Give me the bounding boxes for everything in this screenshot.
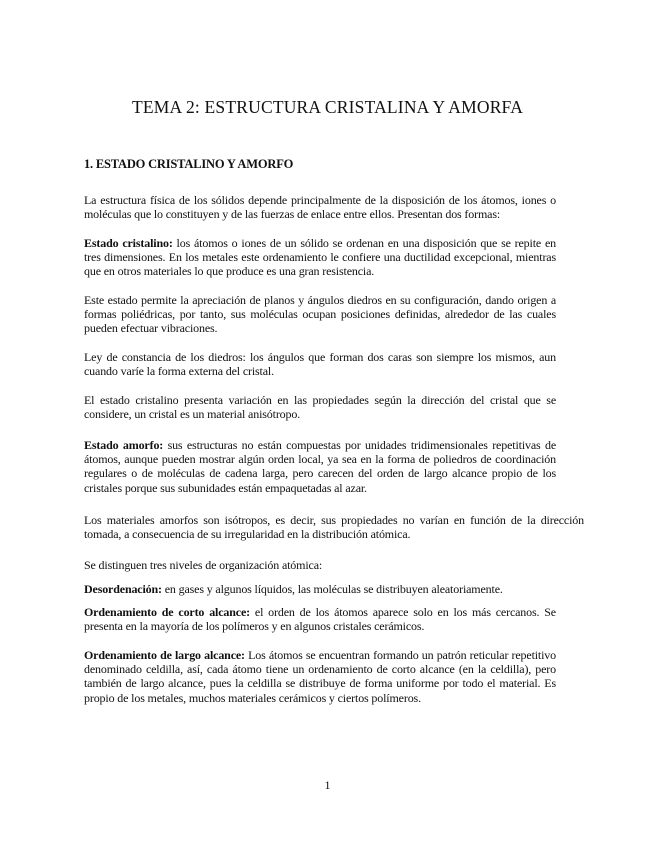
- paragraph-corto-alcance: [84, 605, 556, 633]
- paragraph-text: Ley de constancia de los diedros: los ángulos que forman dos caras son siempre los mismos, aun cuando varíe la forma externa del cristal.: [84, 350, 556, 379]
- paragraph-text: sus estructuras no están compuestas por unidades tridimensionales repetitivas de átomos, aunque pueden mostrar algún orden local, ya sea en la forma de poliedros de coordinación regulares o de moléculas de cadena larga, pero carecen del orden de largo alcance propio de los cristales porque sus subunidades están empaquetadas al azar.: [84, 438, 556, 495]
- paragraph-estado-amorfo: [84, 438, 556, 495]
- paragraph-lead: Estado amorfo:: [84, 438, 164, 452]
- paragraph-largo-alcance: [84, 648, 556, 705]
- paragraph-text: Los átomos se encuentran formando un patrón reticular repetitivo denominado celdilla, así, cada átomo tiene un ordenamiento de corto alcance (en la celdilla), pero también de largo alcance, pues la celdilla se distribuye de forma uniforme por todo el material. Es propio de los metales, muchos materiales cerámicos y ciertos polímeros.: [84, 648, 556, 705]
- paragraph-text: los átomos o iones de un sólido se ordenan en una disposición que se repite en tres dimensiones. En los metales este ordenamiento le confiere una ductilidad excepcional, mientras que en otros materiales lo que produce es una gran resistencia.: [84, 236, 556, 279]
- paragraph-text: en gases y algunos líquidos, las moléculas se distribuyen aleatoriamente.: [161, 582, 503, 596]
- paragraph-text: Este estado permite la apreciación de planos y ángulos diedros en su configuración, dando origen a formas poliédricas, por tanto, sus moléculas ocupan posiciones definidas, alrededor de las cuales pueden efectuar vibraciones.: [84, 293, 556, 336]
- paragraph-text: Se distinguen tres niveles de organización atómica:: [84, 558, 323, 572]
- page-title: TEMA 2: ESTRUCTURA CRISTALINA Y AMORFA: [131, 97, 524, 117]
- paragraph-desordenacion: [84, 582, 556, 596]
- section-heading: 1. ESTADO CRISTALINO Y AMORFO: [84, 157, 294, 171]
- paragraph-estado-cristalino: [84, 236, 556, 279]
- paragraph-lead: Ordenamiento de largo alcance:: [84, 648, 245, 662]
- paragraph-text: el orden de los átomos aparece solo en los más cercanos. Se presenta en la mayoría de los polímeros y en algunos cristales cerámicos.: [84, 605, 556, 634]
- paragraph-text: Los materiales amorfos son isótropos, es decir, sus propiedades no varían en función de la dirección tomada, a consecuencia de su irregularidad en la distribución atómica.: [84, 513, 584, 542]
- paragraph-lead: Desordenación:: [84, 582, 162, 596]
- paragraph-text: El estado cristalino presenta variación en las propiedades según la dirección del cristal que se considere, un cristal es un material anisótropo.: [84, 393, 556, 422]
- paragraph-anisotropo: [84, 393, 556, 421]
- paragraph-planos-angulos: [84, 293, 556, 336]
- paragraph-isotropos: [84, 513, 584, 541]
- paragraph-niveles: [84, 558, 556, 572]
- paragraph-text: La estructura física de los sólidos depende principalmente de la disposición de los átomos, iones o moléculas que lo constituyen y de las fuerzas de enlace entre ellos. Presentan dos formas:: [84, 193, 556, 222]
- paragraph-lead: Estado cristalino:: [84, 236, 173, 250]
- page-number: 1: [324, 778, 331, 792]
- paragraph-intro: [84, 193, 556, 221]
- paragraph-lead: Ordenamiento de corto alcance:: [84, 605, 250, 619]
- paragraph-ley-diedros: [84, 350, 556, 378]
